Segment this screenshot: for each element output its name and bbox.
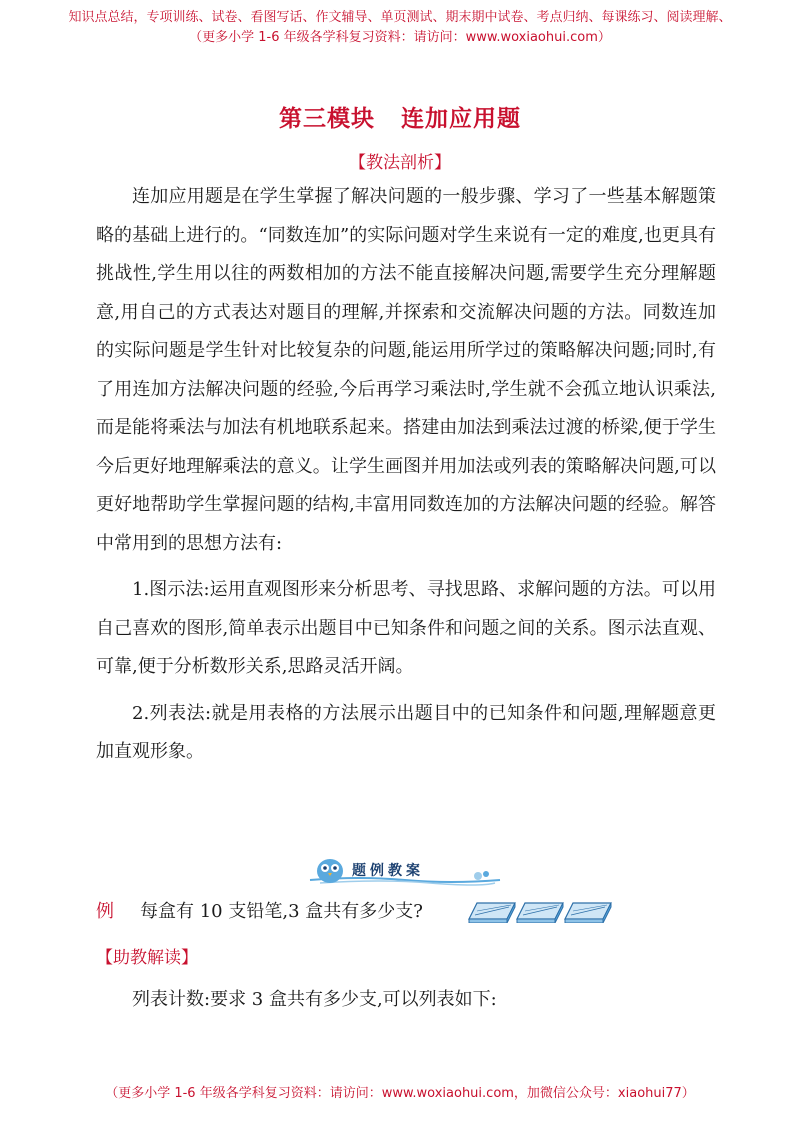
method-item-table: 2.列表法:就是用表格的方法展示出题目中的已知条件和问题,理解题意更加直观形象。 bbox=[96, 702, 716, 762]
example-banner bbox=[300, 856, 510, 886]
header-line-1: 知识点总结，专项训练、试卷、看图写话、作文辅导、单页测试、期末期中试卷、考点归纳、每课练习、阅读理解、 bbox=[68, 10, 732, 25]
section-tag-helper-reading: 【助教解读】 bbox=[96, 948, 198, 968]
pencil-box-icon bbox=[517, 903, 563, 923]
title-module: 第三模块 bbox=[279, 106, 375, 132]
pencil-box-icon bbox=[469, 903, 515, 923]
pencil-box-icon bbox=[565, 903, 611, 923]
intro-paragraph: 连加应用题是在学生掌握了解决问题的一般步骤、学习了一些基本解题策略的基础上进行的。“同数连加”的实际问题对学生来说有一定的难度,也更具有挑战性,学生用以往的两数相加的方法不能直接解决问题,需要学生充分理解题意,用自己的方式表达对题目的理解,并探索和交流解决问题的方法。同数连加的实际问题是学生针对比较复杂的问题,能运用所学过的策略解决问题;同时,有了用连加方法解决问题的经验,今后再学习乘法时,学生就不会孤立地认识乘法,而是能将乘法与加法有机地联系起来。搭建由加法到乘法过渡的桥梁,便于学生今后更好地理解乘法的意义。让学生画图并用加法或列表的策略解决问题,可以更好地帮助学生掌握问题的结构,丰富用同数连加的方法解决问题的经验。解答中常用到的思想方法有: bbox=[96, 186, 716, 554]
helper-text: 列表计数:要求 3 盒共有多少支,可以列表如下: bbox=[132, 989, 497, 1010]
example-question bbox=[96, 898, 736, 926]
banner-label: 题例教案 bbox=[352, 863, 424, 879]
section-tag-teaching-analysis: 【教法剖析】 bbox=[349, 153, 451, 173]
page-footer: （更多小学 1-6 年级各学科复习资料：请访问：www.woxiaohui.com，加微信公众号：xiaohui77） bbox=[105, 1086, 695, 1101]
wave-decoration-icon bbox=[474, 871, 489, 880]
pencil-box-illustration bbox=[465, 897, 615, 927]
header-line-2: （更多小学 1-6 年级各学科复习资料：请访问：www.woxiaohui.com） bbox=[189, 30, 611, 45]
example-label: 例 bbox=[96, 901, 114, 922]
page-title bbox=[0, 100, 800, 133]
method-item-diagram: 1.图示法:运用直观图形来分析思考、寻找思路、求解问题的方法。可以用自己喜欢的图形,简单表示出题目中已知条件和问题之间的关系。图示法直观、可靠,便于分析数形关系,思路灵活开阔。 bbox=[96, 579, 716, 677]
page-header bbox=[0, 8, 800, 48]
example-question-text: 每盒有 10 支铅笔,3 盒共有多少支? bbox=[140, 901, 423, 922]
body-text bbox=[96, 178, 716, 772]
owl-mascot-icon bbox=[317, 859, 343, 883]
title-topic: 连加应用题 bbox=[401, 106, 521, 132]
